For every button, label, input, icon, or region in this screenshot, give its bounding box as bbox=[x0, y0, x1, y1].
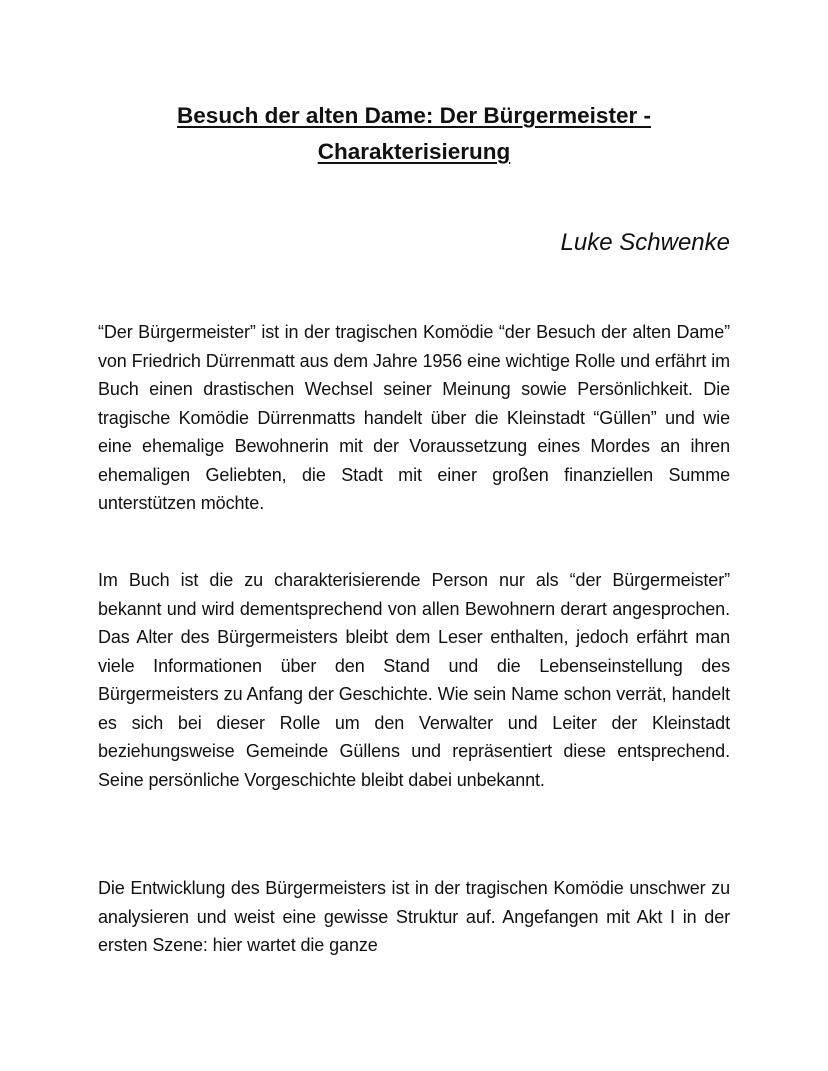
document-title-line-1: Besuch der alten Dame: Der Bürgermeister - bbox=[177, 103, 651, 128]
document-title-line-2: Charakterisierung bbox=[317, 139, 511, 164]
paragraph-person-description: Im Buch ist die zu charakterisierende Person nur als “der Bürgermeister” bekannt und wird dementsprechend von allen Bewohnern derart angesprochen. Das Alter des Bürgermeisters bleibt dem Leser enthalten, jedoch erfährt man viele Informationen über den Stand und die Lebenseinstellung des Bürgermeisters zu Anfang der Geschichte. Wie sein Name schon verrät, handelt es sich bei dieser Rolle um den Verwalter und Leiter der Kleinstadt beziehungsweise Gemeinde Güllens und repräsentiert diese entsprechend. Seine persönliche Vorgeschichte bleibt dabei unbekannt. bbox=[98, 570, 730, 790]
paragraph-introduction: “Der Bürgermeister” ist in der tragischen Komödie “der Besuch der alten Dame” von Friedrich Dürrenmatt aus dem Jahre 1956 eine wichtige Rolle und erfährt im Buch einen drastischen Wechsel seiner Meinung sowie Persönlichkeit. Die tragische Komödie Dürrenmatts handelt über die Kleinstadt “Güllen” und wie eine ehemalige Bewohnerin mit der Voraussetzung eines Mordes an ihren ehemaligen Geliebten, die Stadt mit einer großen finanziellen Summe unterstützen möchte. bbox=[98, 322, 730, 513]
author-name: Luke Schwenke bbox=[560, 229, 730, 256]
paragraph-development: Die Entwicklung des Bürgermeisters ist in der tragischen Komödie unschwer zu analysieren und weist eine gewisse Struktur auf. Angefangen mit Akt I in der ersten Szene: hier wartet die ganze bbox=[98, 878, 730, 955]
